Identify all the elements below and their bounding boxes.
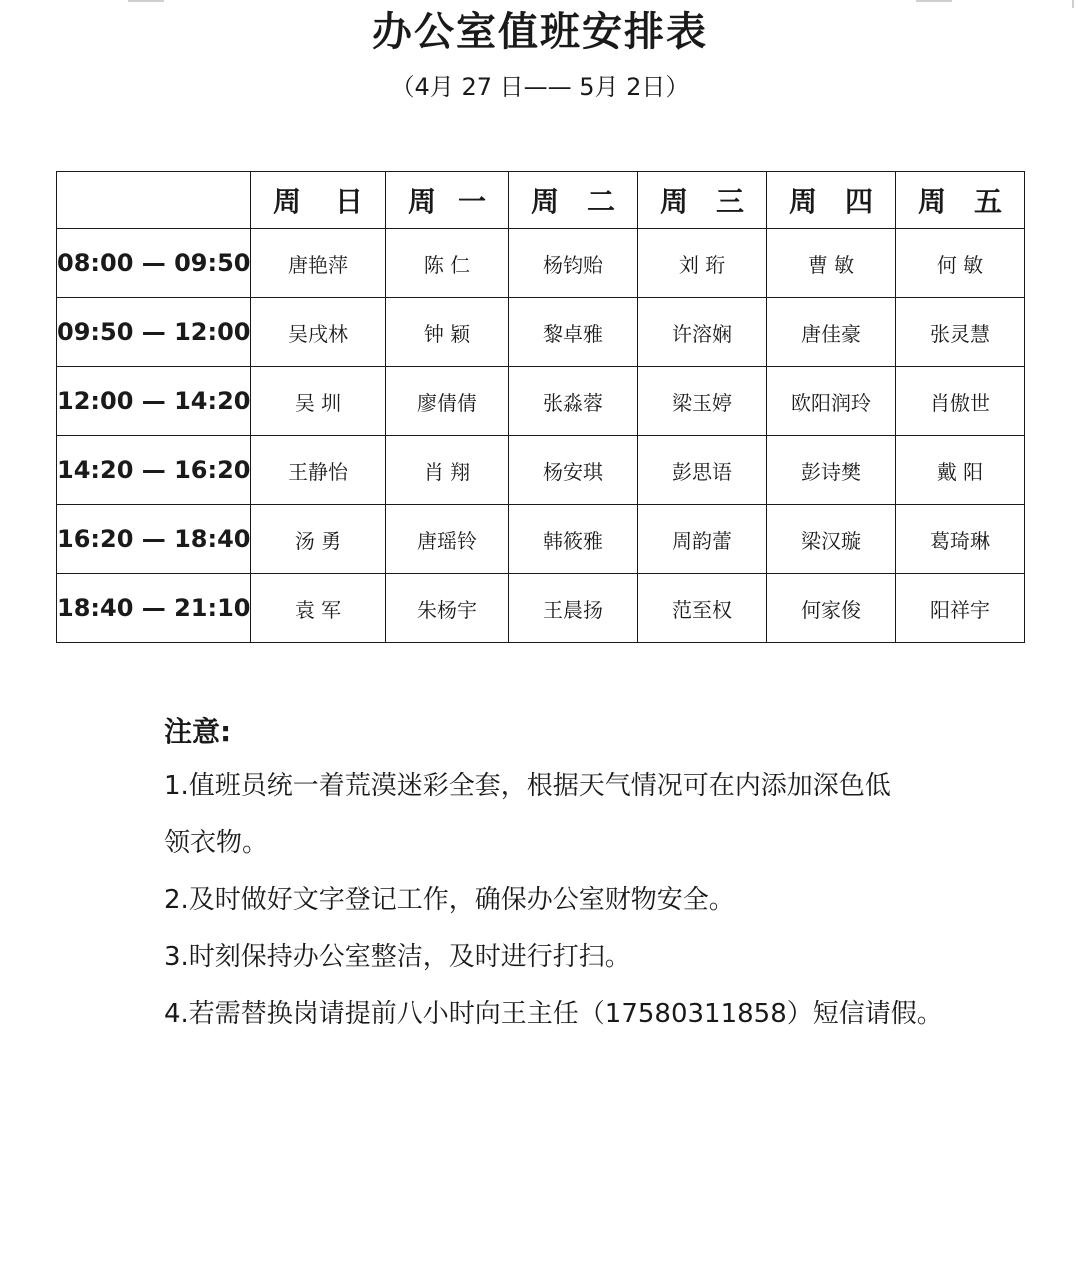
table-row: [57, 298, 1025, 367]
duty-name-cell: 许溶娴: [638, 298, 767, 367]
duty-name-cell: 曹 敏: [767, 229, 896, 298]
duty-name-cell: 王静怡: [251, 436, 386, 505]
time-slot-cell: 18:40 — 21:10: [57, 574, 251, 643]
duty-name-cell: 刘 珩: [638, 229, 767, 298]
duty-name-cell: 肖傲世: [896, 367, 1025, 436]
duty-name-cell: 张淼蓉: [509, 367, 638, 436]
duty-name-cell: 唐佳豪: [767, 298, 896, 367]
header-day-sunday: 周 日: [251, 172, 386, 229]
duty-name-cell: 何 敏: [896, 229, 1025, 298]
duty-name-cell: 戴 阳: [896, 436, 1025, 505]
duty-name-cell: 黎卓雅: [509, 298, 638, 367]
time-slot-cell: 12:00 — 14:20: [57, 367, 251, 436]
duty-name-cell: 杨钧贻: [509, 229, 638, 298]
duty-schedule-table: [56, 171, 1025, 643]
table-row: [57, 367, 1025, 436]
duty-name-cell: 范至权: [638, 574, 767, 643]
duty-name-cell: 韩筱雅: [509, 505, 638, 574]
duty-name-cell: 钟 颖: [386, 298, 509, 367]
note-line: 2.及时做好文字登记工作，确保办公室财物安全。: [164, 885, 735, 915]
document-title: 办公室值班安排表: [372, 9, 708, 55]
duty-name-cell: 袁 军: [251, 574, 386, 643]
note-line: 领衣物。: [164, 828, 269, 858]
header-day-tuesday: 周 二: [509, 172, 638, 229]
time-slot-cell: 09:50 — 12:00: [57, 298, 251, 367]
date-range-subtitle: （4月 27 日—— 5月 2日）: [390, 73, 690, 101]
duty-name-cell: 张灵慧: [896, 298, 1025, 367]
duty-name-cell: 吴戌林: [251, 298, 386, 367]
duty-name-cell: 阳祥宇: [896, 574, 1025, 643]
duty-name-cell: 梁汉璇: [767, 505, 896, 574]
table-header-row: [57, 172, 1025, 229]
page-corner-mark-right: [916, 0, 952, 2]
duty-name-cell: 彭思语: [638, 436, 767, 505]
duty-name-cell: 欧阳润玲: [767, 367, 896, 436]
duty-name-cell: 彭诗樊: [767, 436, 896, 505]
header-day-wednesday: 周 三: [638, 172, 767, 229]
notes-section: [164, 706, 1004, 1043]
duty-name-cell: 何家俊: [767, 574, 896, 643]
note-line: 4.若需替换岗请提前八小时向王主任（17580311858）短信请假。: [164, 999, 943, 1029]
duty-name-cell: 唐艳萍: [251, 229, 386, 298]
header-day-thursday: 周 四: [767, 172, 896, 229]
duty-name-cell: 廖倩倩: [386, 367, 509, 436]
time-slot-cell: 08:00 — 09:50: [57, 229, 251, 298]
table-row: [57, 574, 1025, 643]
table-row: [57, 505, 1025, 574]
duty-name-cell: 杨安琪: [509, 436, 638, 505]
duty-name-cell: 王晨扬: [509, 574, 638, 643]
table-row: [57, 436, 1025, 505]
duty-name-cell: 梁玉婷: [638, 367, 767, 436]
header-day-friday: 周 五: [896, 172, 1025, 229]
duty-name-cell: 周韵蕾: [638, 505, 767, 574]
time-slot-cell: 16:20 — 18:40: [57, 505, 251, 574]
table-row: [57, 229, 1025, 298]
duty-name-cell: 肖 翔: [386, 436, 509, 505]
page-corner-mark-left: [128, 0, 164, 2]
duty-name-cell: 吴 圳: [251, 367, 386, 436]
time-slot-cell: 14:20 — 16:20: [57, 436, 251, 505]
header-day-monday: 周 一: [386, 172, 509, 229]
header-corner-cell: [57, 172, 251, 229]
duty-name-cell: 汤 勇: [251, 505, 386, 574]
duty-name-cell: 朱杨宇: [386, 574, 509, 643]
notes-heading: 注意:: [164, 715, 232, 748]
note-line: 1.值班员统一着荒漠迷彩全套，根据天气情况可在内添加深色低: [164, 771, 891, 801]
duty-name-cell: 唐瑶铃: [386, 505, 509, 574]
duty-name-cell: 葛琦琳: [896, 505, 1025, 574]
note-line: 3.时刻保持办公室整洁，及时进行打扫。: [164, 942, 631, 972]
duty-name-cell: 陈 仁: [386, 229, 509, 298]
